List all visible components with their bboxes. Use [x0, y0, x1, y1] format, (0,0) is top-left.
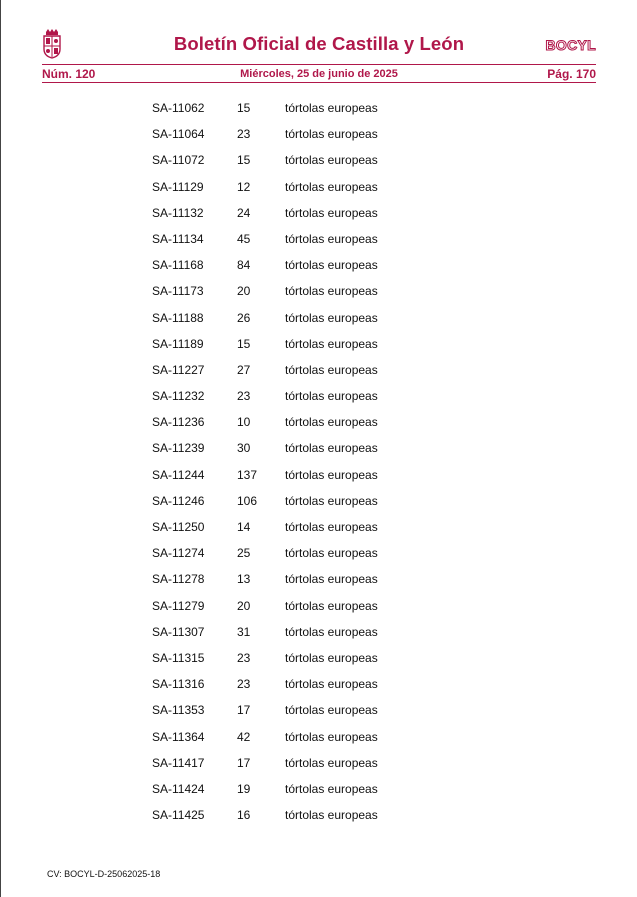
footer-cv: CV: BOCYL-D-25062025-18: [47, 869, 161, 879]
row-count: 20: [237, 598, 251, 613]
row-code: SA-11129: [152, 179, 204, 194]
header-rule-bottom: [42, 82, 596, 83]
row-code: SA-11274: [152, 546, 205, 561]
row-code: SA-11227: [152, 362, 205, 377]
row-species: tórtolas europeas: [285, 127, 378, 142]
row-code: SA-11364: [152, 729, 205, 744]
row-count: 13: [237, 572, 251, 587]
row-code: SA-11168: [152, 258, 204, 273]
row-species: tórtolas europeas: [285, 336, 378, 351]
row-code: SA-11132: [152, 205, 204, 220]
bulletin-title: Boletín Oficial de Castilla y León: [173, 33, 465, 54]
row-code: SA-11353: [152, 703, 205, 718]
row-count: 31: [237, 624, 251, 639]
row-count: 30: [237, 441, 251, 456]
page-number: Pág. 170: [547, 67, 596, 81]
row-species: tórtolas europeas: [285, 205, 378, 220]
row-species: tórtolas europeas: [285, 755, 378, 770]
row-species: tórtolas europeas: [285, 650, 378, 665]
row-code: SA-11307: [152, 624, 205, 639]
row-count: 23: [237, 389, 251, 404]
row-code: SA-11315: [152, 650, 205, 665]
header-meta: [42, 67, 596, 81]
issue-date: Miércoles, 25 de junio de 2025: [240, 68, 398, 80]
row-code: SA-11189: [152, 336, 204, 351]
row-code: SA-11173: [152, 284, 204, 299]
row-code: SA-11417: [152, 755, 205, 770]
row-species: tórtolas europeas: [285, 677, 378, 692]
row-species: tórtolas europeas: [285, 101, 378, 115]
row-code: SA-11424: [152, 781, 205, 796]
header-rule-top: [42, 64, 596, 65]
row-count: 23: [237, 127, 251, 142]
row-count: 20: [237, 284, 251, 299]
row-species: tórtolas europeas: [285, 572, 378, 587]
row-species: tórtolas europeas: [285, 703, 378, 718]
row-code: SA-11072: [152, 153, 205, 168]
row-count: 42: [237, 729, 251, 744]
row-species: tórtolas europeas: [285, 179, 378, 194]
row-species: tórtolas europeas: [285, 310, 378, 325]
row-species: tórtolas europeas: [285, 520, 378, 534]
row-count: 84: [237, 258, 251, 273]
row-count: 15: [237, 336, 251, 351]
row-code: SA-11316: [152, 677, 205, 692]
row-code: SA-11425: [152, 808, 205, 823]
row-code: SA-11062: [152, 101, 205, 115]
row-count: 27: [237, 362, 251, 377]
row-count: 17: [237, 703, 251, 718]
row-code: SA-11064: [152, 127, 205, 142]
row-species: tórtolas europeas: [285, 389, 378, 404]
page-left-border: [0, 0, 1, 897]
row-species: tórtolas europeas: [285, 624, 378, 639]
row-count: 45: [237, 231, 251, 246]
row-species: tórtolas europeas: [285, 467, 378, 482]
row-species: tórtolas europeas: [285, 231, 378, 246]
bocyl-logo: BOCYL: [545, 37, 596, 53]
row-count: 16: [237, 808, 251, 823]
row-count: 19: [237, 781, 251, 796]
row-count: 14: [237, 520, 251, 534]
row-count: 23: [237, 677, 251, 692]
row-code: SA-11246: [152, 493, 205, 508]
row-code: SA-11232: [152, 389, 205, 404]
row-code: SA-11236: [152, 415, 205, 430]
row-species: tórtolas europeas: [285, 598, 378, 613]
row-species: tórtolas europeas: [285, 415, 378, 430]
row-code: SA-11134: [152, 231, 204, 246]
row-species: tórtolas europeas: [285, 362, 378, 377]
row-count: 106: [237, 493, 258, 508]
row-count: 10: [237, 415, 251, 430]
row-count: 17: [237, 755, 251, 770]
row-count: 137: [237, 467, 258, 482]
page-header: [42, 26, 596, 86]
row-code: SA-11244: [152, 467, 205, 482]
row-count: 24: [237, 205, 251, 220]
row-species: tórtolas europeas: [285, 781, 378, 796]
row-species: tórtolas europeas: [285, 546, 378, 561]
row-code: SA-11279: [152, 598, 205, 613]
row-code: SA-11188: [152, 310, 204, 325]
row-count: 15: [237, 101, 251, 115]
row-species: tórtolas europeas: [285, 729, 378, 744]
row-species: tórtolas europeas: [285, 258, 378, 273]
row-code: SA-11239: [152, 441, 205, 456]
row-count: 12: [237, 179, 251, 194]
row-code: SA-11278: [152, 572, 205, 587]
row-species: tórtolas europeas: [285, 493, 378, 508]
row-count: 15: [237, 153, 251, 168]
row-species: tórtolas europeas: [285, 808, 378, 823]
row-count: 26: [237, 310, 251, 325]
row-count: 25: [237, 546, 251, 561]
row-species: tórtolas europeas: [285, 441, 378, 456]
row-code: SA-11250: [152, 520, 205, 534]
row-species: tórtolas europeas: [285, 284, 378, 299]
row-species: tórtolas europeas: [285, 153, 378, 168]
row-count: 23: [237, 650, 251, 665]
issue-number: Núm. 120: [42, 67, 96, 81]
